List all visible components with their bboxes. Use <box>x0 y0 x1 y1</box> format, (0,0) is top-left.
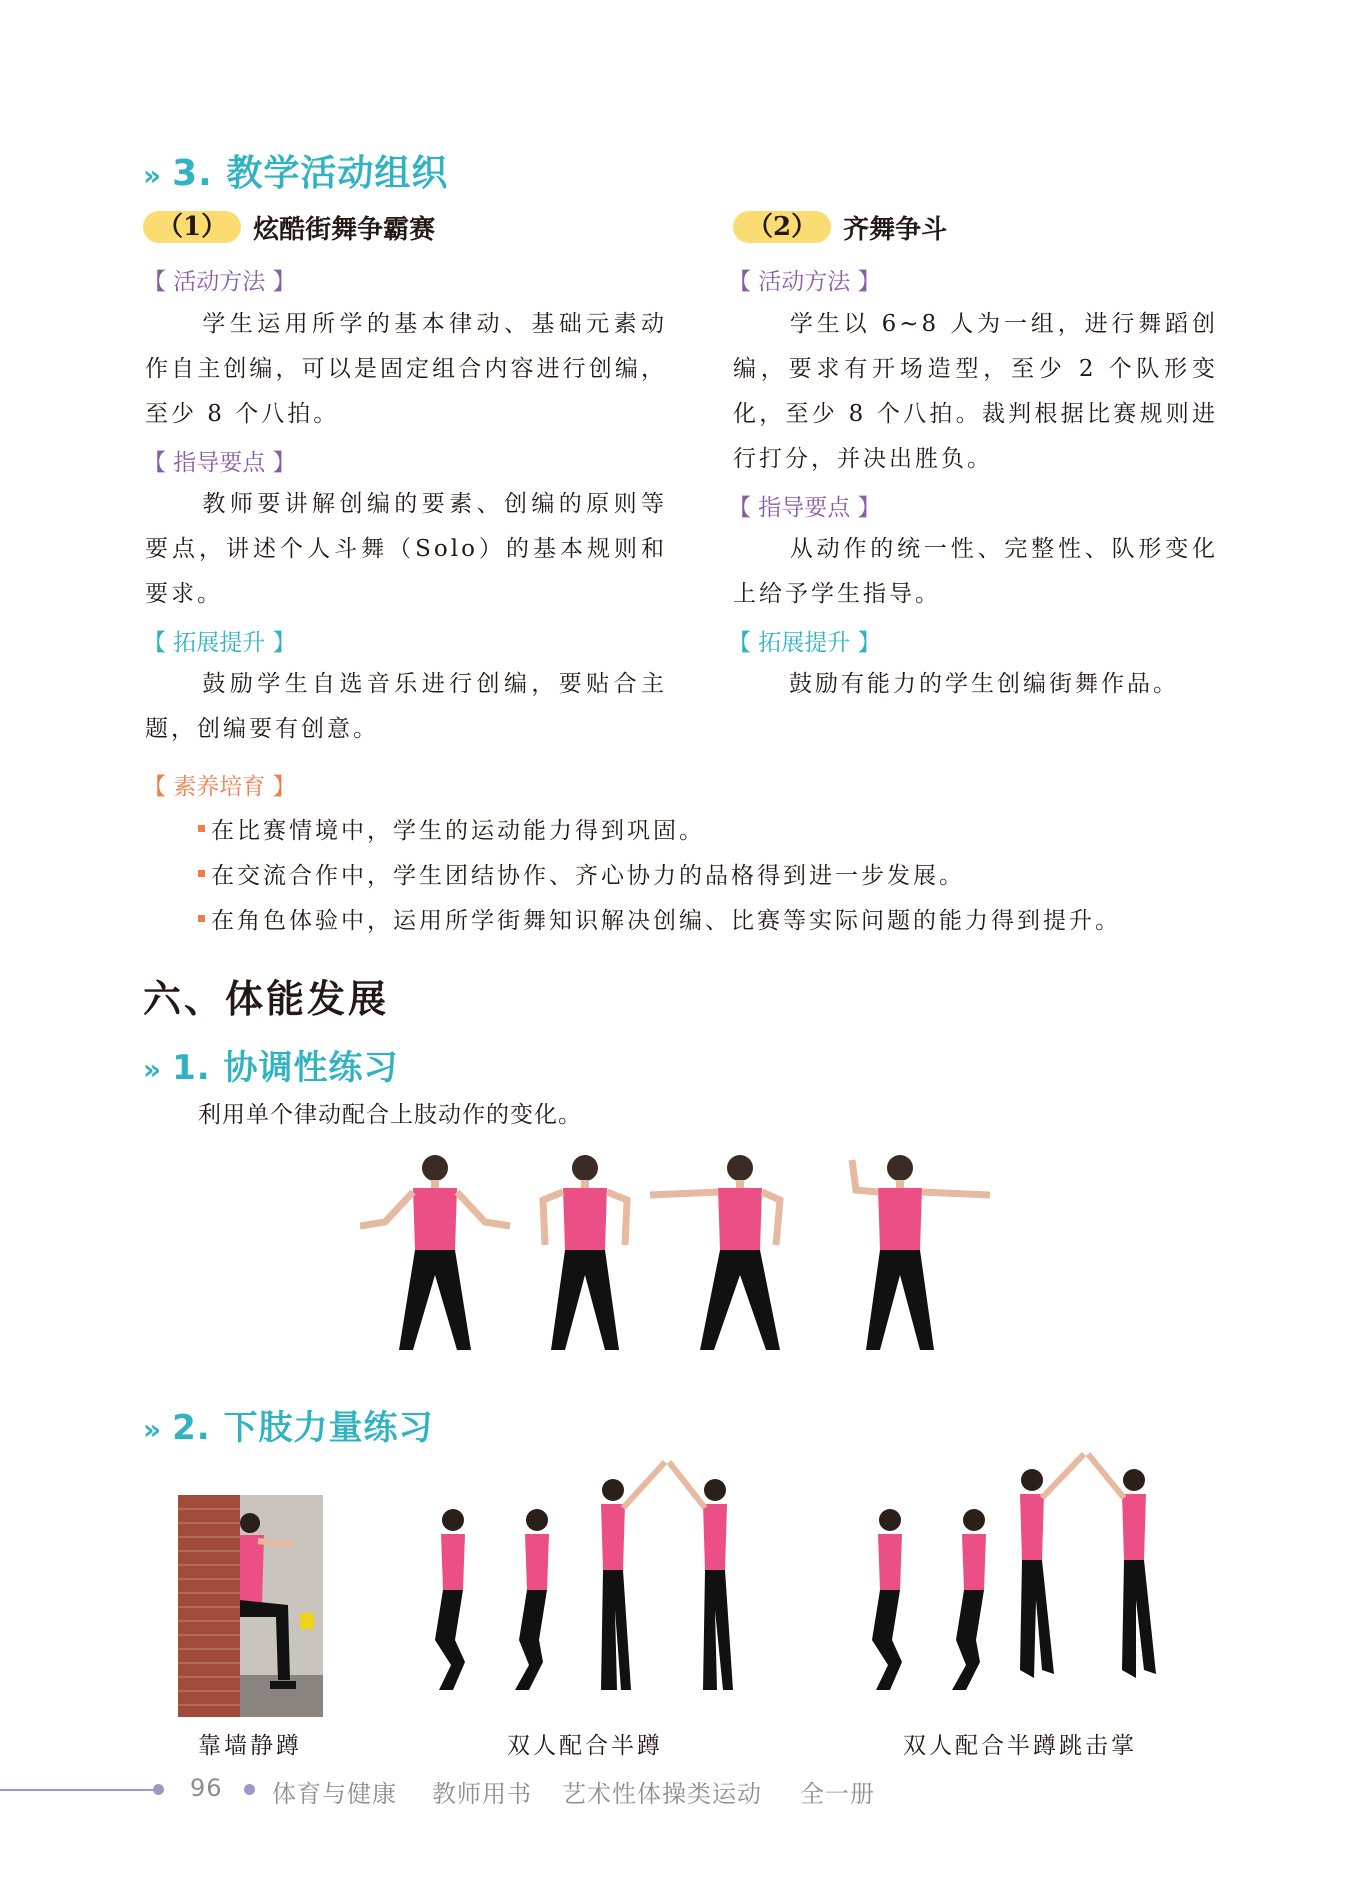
guide-paragraph <box>145 482 667 617</box>
method-tag: 【 活动方法 】 <box>728 269 881 295</box>
squat-pair <box>435 1509 549 1690</box>
chevron-icon: » <box>143 159 163 192</box>
footer-type: 教师用书 <box>432 1780 532 1808</box>
caption-partner-squat-jump: 双人配合半蹲跳击掌 <box>903 1733 1137 1759</box>
partner-squat-photo <box>425 1450 755 1715</box>
squat-pair <box>872 1509 986 1690</box>
guide-tag: 【 指导要点 】 <box>728 495 881 521</box>
method-paragraph <box>145 302 667 437</box>
method-tag: 【 活动方法 】 <box>143 269 296 295</box>
bullet-icon <box>198 870 205 877</box>
literacy-item: 在交流合作中，学生团结协作、齐心协力的品格得到进一步发展。 <box>198 857 965 890</box>
right-subheading <box>733 210 1218 244</box>
dancer-figure <box>360 1155 510 1350</box>
lower-limb-title: » 2. 下肢力量练习 <box>143 1408 434 1448</box>
dancer-figure <box>852 1155 990 1350</box>
literacy-tag: 【 素养培育 】 <box>143 774 296 800</box>
dancer-figure <box>543 1155 627 1350</box>
guide-text: 从动作的统一性、完整性、队形变化上给予学生指导。 <box>733 536 1218 607</box>
caption-partner-squat: 双人配合半蹲 <box>507 1733 663 1759</box>
subheading-text: 齐舞争斗 <box>843 214 948 245</box>
footer-dot-icon <box>153 1784 164 1795</box>
coordination-photo-strip <box>360 1150 1010 1365</box>
subheading-number: （2） <box>733 211 831 243</box>
guide-tag: 【 指导要点 】 <box>143 450 296 476</box>
extend-paragraph <box>733 662 1218 707</box>
left-subheading <box>143 210 673 244</box>
chevron-icon: » <box>143 1053 163 1086</box>
extend-text: 鼓励学生自选音乐进行创编，要贴合主题，创编要有创意。 <box>145 671 667 742</box>
extend-text: 鼓励有能力的学生创编街舞作品。 <box>789 671 1179 697</box>
jumping-pair <box>1020 1454 1156 1678</box>
guide-paragraph <box>733 527 1218 617</box>
chevron-icon: » <box>143 1413 163 1446</box>
footer-dot-icon <box>244 1784 255 1795</box>
wall-sit-photo <box>178 1495 323 1717</box>
chapter-heading: 六、体能发展 <box>143 977 390 1021</box>
bullet-icon <box>198 915 205 922</box>
footer-topic: 艺术性体操类运动 <box>562 1780 762 1808</box>
extend-tag: 【 拓展提升 】 <box>143 630 296 656</box>
coordination-text: 利用单个律动配合上肢动作的变化。 <box>198 1102 582 1128</box>
extend-paragraph <box>145 662 667 752</box>
section-title <box>143 145 448 196</box>
partner-squat-jump-photo <box>862 1450 1192 1715</box>
footer-volume: 全一册 <box>800 1780 875 1808</box>
literacy-item: 在角色体验中，运用所学街舞知识解决创编、比赛等实际问题的能力得到提升。 <box>198 902 1121 935</box>
subheading-number: （1） <box>143 211 241 243</box>
method-paragraph <box>733 302 1218 482</box>
page-footer <box>0 1770 1367 1810</box>
method-text: 学生运用所学的基本律动、基础元素动作自主创编，可以是固定组合内容进行创编，至少 8 个八拍。 <box>145 311 667 427</box>
guide-text: 教师要讲解创编的要素、创编的原则等要点，讲述个人斗舞（Solo）的基本规则和要求。 <box>145 491 667 607</box>
dancer-figure <box>650 1155 780 1350</box>
extend-tag: 【 拓展提升 】 <box>728 630 881 656</box>
footer-book: 体育与健康 <box>272 1780 397 1808</box>
subheading-text: 炫酷街舞争霸赛 <box>253 214 436 245</box>
bullet-icon <box>198 825 205 832</box>
coordination-title: » 1. 协调性练习 <box>143 1048 399 1088</box>
method-text: 学生以 6~8 人为一组，进行舞蹈创编，要求有开场造型，至少 2 个队形变化，至少 8 个八拍。裁判根据比赛规则进行打分，并决出胜负。 <box>733 311 1218 472</box>
footer-rule <box>0 1789 158 1791</box>
standing-pair <box>601 1462 733 1690</box>
page-number: 96 <box>190 1774 223 1802</box>
section-title-text: 3. 教学活动组织 <box>172 153 449 194</box>
literacy-item: 在比赛情境中，学生的运动能力得到巩固。 <box>198 812 705 845</box>
caption-wall-sit: 靠墙静蹲 <box>198 1733 302 1759</box>
